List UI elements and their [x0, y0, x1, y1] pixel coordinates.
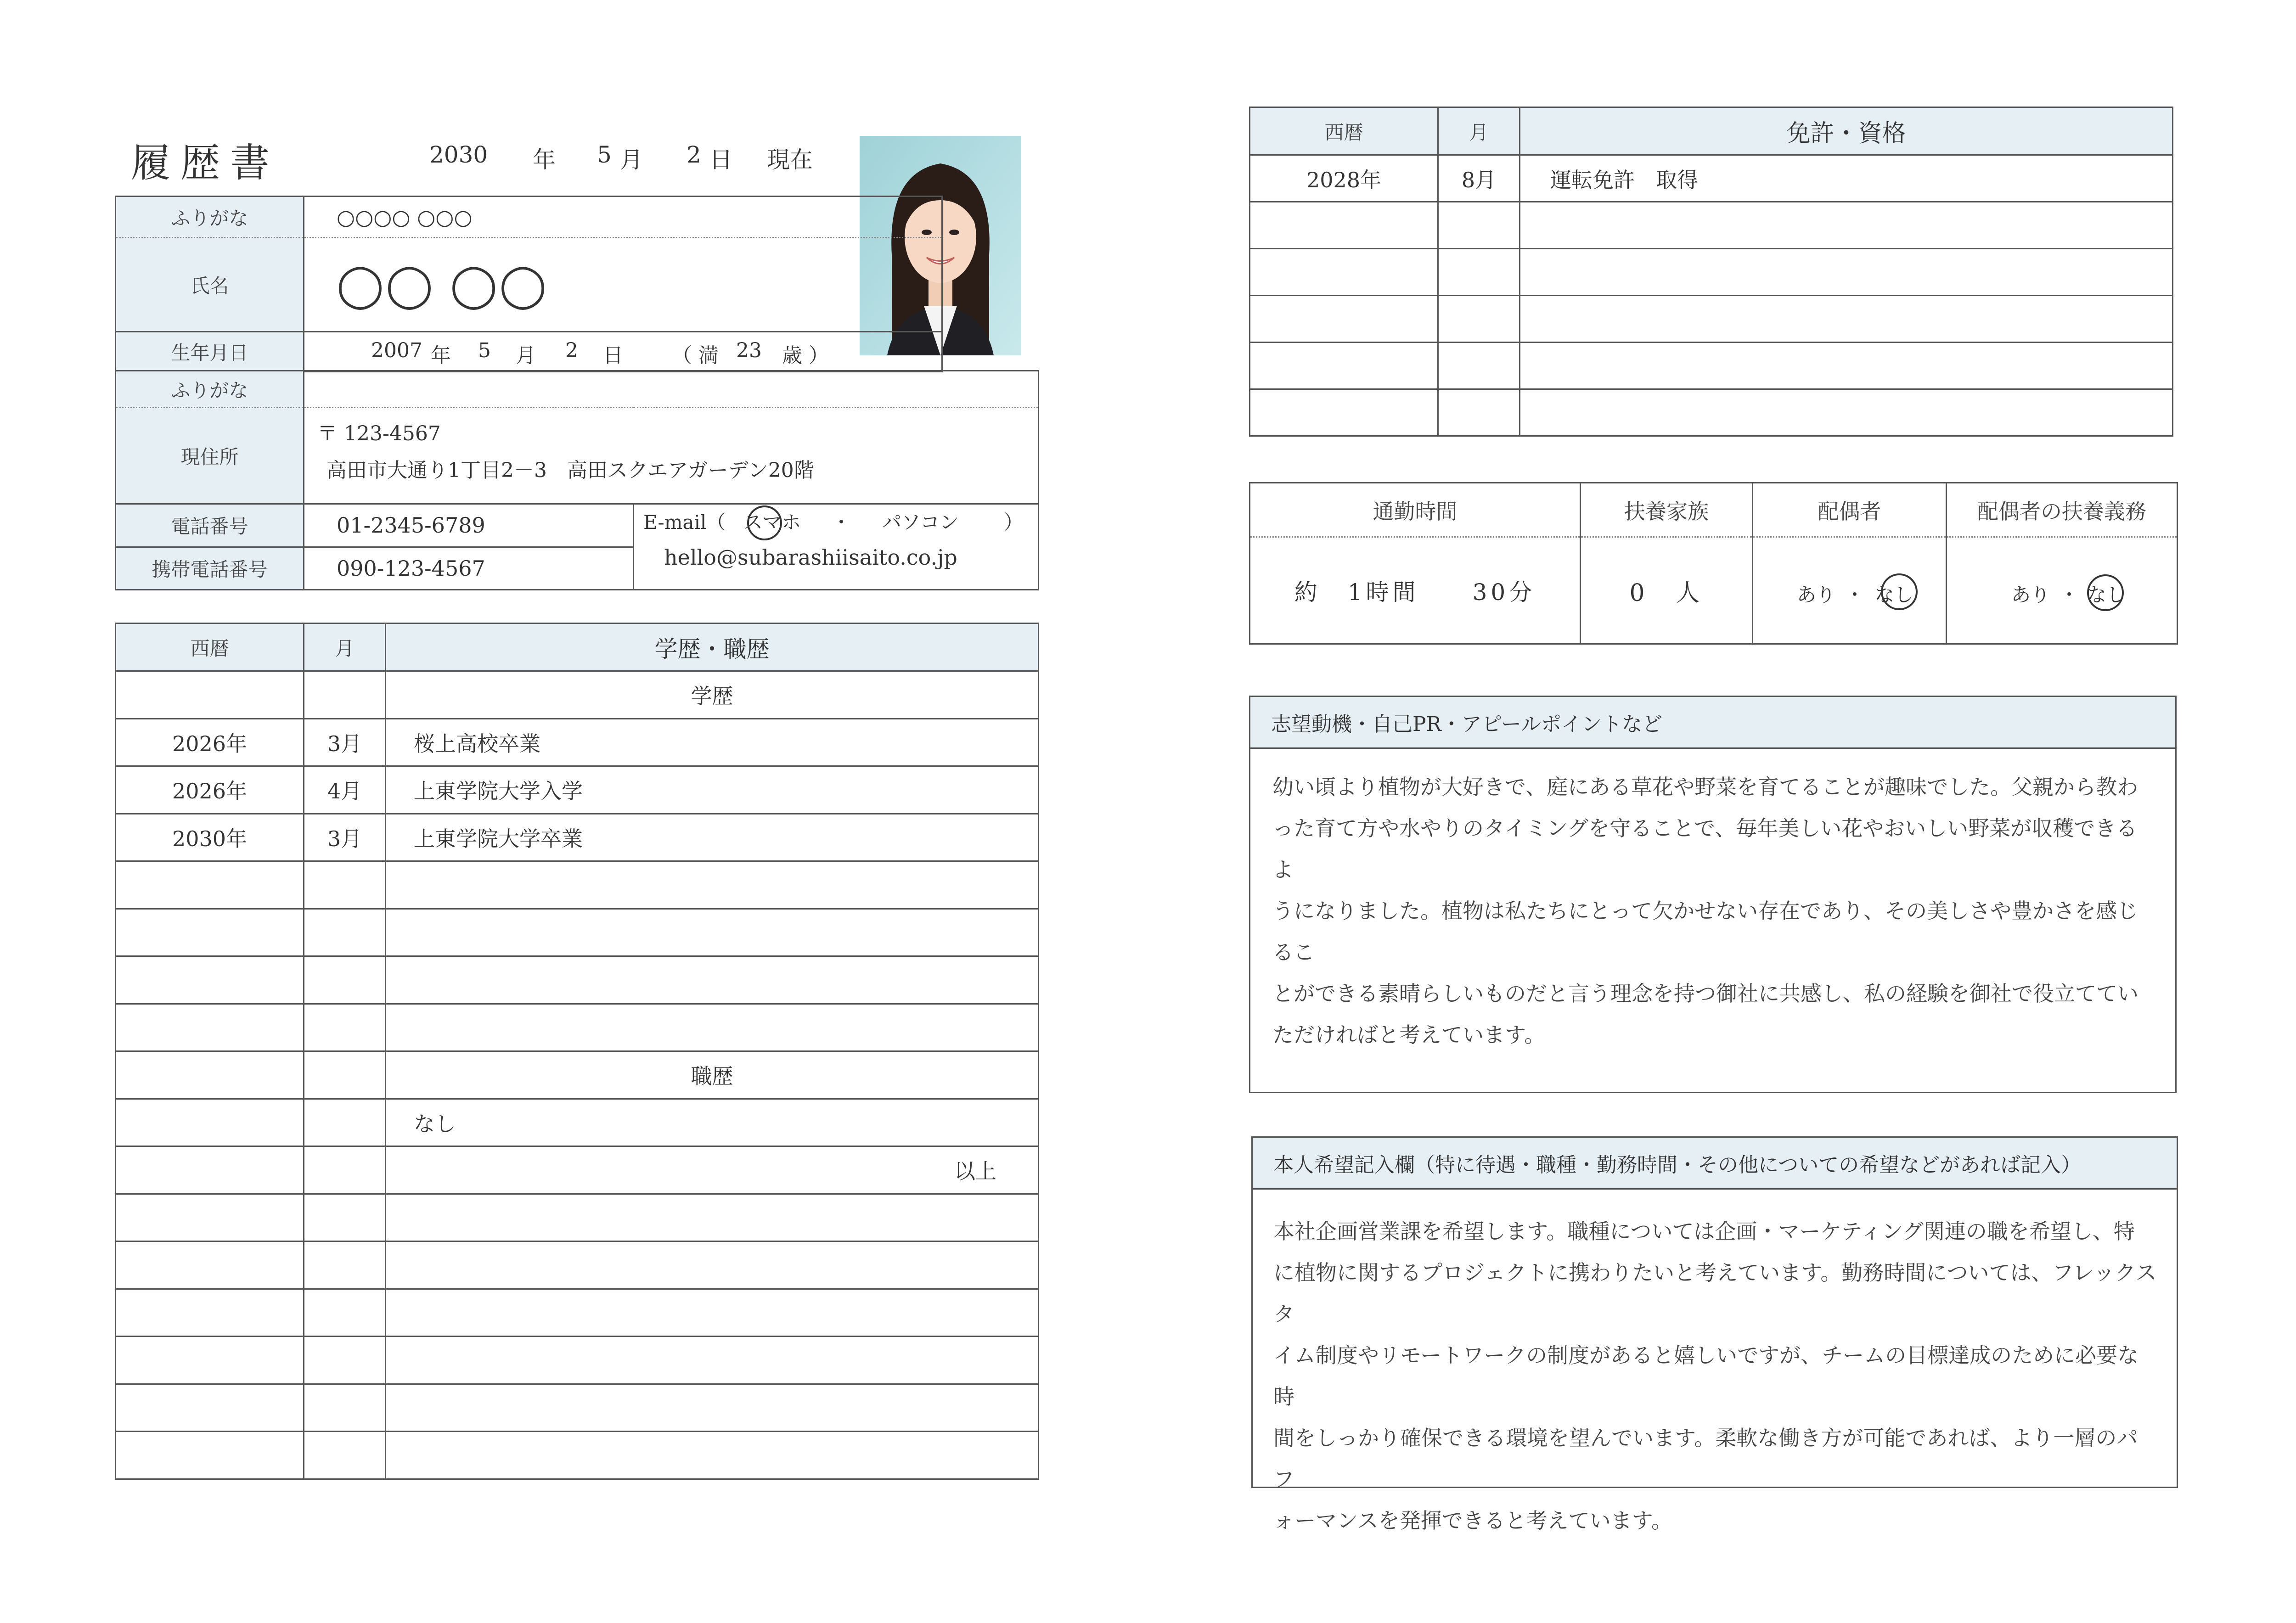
postal-code: 〒 123-4567 [317, 422, 441, 445]
history-row [116, 1146, 1039, 1194]
selected-circle-mark [747, 505, 782, 540]
phone-label: 電話番号 [116, 504, 304, 547]
address-table [115, 370, 1039, 590]
address-furigana-field[interactable] [304, 371, 1039, 408]
history-row [116, 1241, 1039, 1289]
history-month-cell[interactable] [304, 1289, 386, 1337]
history-row [116, 1194, 1039, 1241]
date-day: 2 [687, 141, 701, 168]
motivation-box [1249, 696, 2177, 1093]
license-month-cell[interactable] [1438, 343, 1520, 389]
license-row [1250, 202, 2173, 249]
wishes-box [1251, 1136, 2178, 1533]
history-year-cell[interactable] [116, 1432, 304, 1479]
motivation-text[interactable] [1250, 749, 2175, 1056]
history-year-cell[interactable] [116, 671, 304, 719]
mobile-field[interactable]: 090-123-4567 [304, 547, 634, 590]
license-year-cell[interactable] [1250, 389, 1438, 436]
history-row [116, 671, 1039, 719]
birth-month-unit: 月 [516, 344, 536, 367]
age-open: （ 満 [672, 344, 719, 367]
history-year-cell[interactable]: 2030年 [116, 814, 304, 861]
spouse-support-field [1947, 537, 2178, 644]
license-row [1250, 343, 2173, 389]
commute-field[interactable]: 約 1時間 30分 [1250, 537, 1581, 644]
license-detail-cell[interactable] [1520, 296, 2173, 343]
history-year-cell[interactable] [116, 1194, 304, 1241]
history-detail-cell[interactable] [386, 1241, 1039, 1289]
date-suffix: 現在 [767, 146, 813, 173]
wishes-line: 間をしっかり確保できる環境を望んでいます。柔軟な働き方が可能であれば、より一層のパフ [1273, 1426, 2138, 1492]
history-detail-cell[interactable] [386, 1289, 1039, 1337]
history-month-cell[interactable] [304, 1099, 386, 1146]
history-detail-cell[interactable] [386, 1432, 1039, 1479]
spouse-separator: ・ [1845, 584, 1865, 606]
history-row [116, 1051, 1039, 1099]
support-no[interactable]: なし [2087, 584, 2126, 606]
spouse-no[interactable]: なし [1875, 584, 1914, 606]
history-detail-cell[interactable] [386, 909, 1039, 956]
email-close: ） [1004, 511, 1024, 534]
history-year-cell[interactable] [116, 1051, 304, 1099]
license-year-cell[interactable] [1250, 296, 1438, 343]
history-month-cell[interactable] [304, 956, 386, 1004]
history-table [115, 623, 1039, 1480]
address-furigana-label: ふりがな [116, 371, 304, 408]
history-row [116, 1289, 1039, 1337]
motivation-line: 幼い頃より植物が大好きで、庭にある草花や野菜を育てることが趣味でした。父親から教わ [1272, 775, 2138, 799]
birth-day: 2 [565, 339, 578, 362]
birth-month: 5 [478, 339, 491, 362]
history-month-cell[interactable] [304, 671, 386, 719]
motivation-line: ただければと考えています。 [1272, 1022, 1546, 1047]
history-year-cell[interactable] [116, 1289, 304, 1337]
commute-table [1249, 482, 2178, 645]
phone-field[interactable]: 01-2345-6789 [304, 504, 634, 547]
history-detail-cell[interactable]: 桜上高校卒業 [386, 719, 1039, 766]
license-year-cell[interactable] [1250, 249, 1438, 296]
history-detail-cell[interactable]: 職歴 [386, 1051, 1039, 1099]
dependents-field[interactable]: 0 人 [1581, 537, 1753, 644]
history-month-cell[interactable]: 3月 [304, 719, 386, 766]
history-year-cell[interactable]: 2026年 [116, 719, 304, 766]
history-month-cell[interactable] [304, 1337, 386, 1384]
history-detail-cell[interactable]: 上東学院大学卒業 [386, 814, 1039, 861]
wishes-text[interactable] [1253, 1190, 2177, 1541]
history-month-cell[interactable] [304, 1384, 386, 1432]
history-detail-cell[interactable] [386, 956, 1039, 1004]
wishes-line: 本社企画営業課を希望します。職種については企画・マーケティング関連の職を希望し、特 [1273, 1219, 2135, 1244]
history-row [116, 1432, 1039, 1479]
license-col-detail: 免許・資格 [1520, 107, 2173, 155]
history-year-cell[interactable] [116, 909, 304, 956]
email-cell [634, 504, 1039, 590]
history-detail-cell[interactable]: 以上 [386, 1146, 1039, 1194]
history-col-month: 月 [304, 623, 386, 671]
date-day-unit: 日 [709, 146, 732, 173]
history-detail-cell[interactable] [386, 1194, 1039, 1241]
history-col-detail: 学歴・職歴 [386, 623, 1039, 671]
birth-year-unit: 年 [431, 344, 451, 367]
selected-circle-mark [2087, 574, 2124, 611]
history-row [116, 719, 1039, 766]
motivation-line: った育て方や水やりのタイミングを守ることで、毎年美しい花やおいしい野菜が収穫できるよ [1272, 816, 2138, 882]
license-row [1250, 155, 2173, 202]
license-month-cell[interactable] [1438, 202, 1520, 249]
history-month-cell[interactable] [304, 1241, 386, 1289]
license-year-cell[interactable] [1250, 343, 1438, 389]
support-yes[interactable]: あり [2011, 584, 2050, 606]
email-option-separator: ・ [832, 511, 851, 534]
address-line: 高田市大通り1丁目2－3 高田スクエアガーデン20階 [326, 459, 814, 482]
license-col-month: 月 [1438, 107, 1520, 155]
name-label: 氏名 [116, 238, 304, 332]
furigana-field[interactable]: ○○○○ ○○○ [304, 197, 942, 238]
history-row [116, 861, 1039, 909]
history-month-cell[interactable]: 3月 [304, 814, 386, 861]
history-year-cell[interactable] [116, 1337, 304, 1384]
birth-year: 2007 [371, 339, 422, 362]
history-row [116, 1099, 1039, 1146]
history-year-cell[interactable] [116, 1384, 304, 1432]
history-detail-cell[interactable] [386, 1004, 1039, 1051]
personal-info-table [115, 196, 943, 372]
mobile-label: 携帯電話番号 [116, 547, 304, 590]
support-separator: ・ [2060, 584, 2079, 606]
wishes-line: イム制度やリモートワークの制度があると嬉しいですが、チームの目標達成のために必要な時 [1273, 1343, 2139, 1409]
history-detail-cell[interactable]: 上東学院大学入学 [386, 766, 1039, 814]
history-row [116, 766, 1039, 814]
history-month-cell[interactable] [304, 1051, 386, 1099]
history-row [116, 1004, 1039, 1051]
license-month-cell[interactable] [1438, 296, 1520, 343]
history-year-cell[interactable] [116, 861, 304, 909]
name-field[interactable]: ◯◯ ◯◯ [304, 238, 942, 332]
birthdate-field[interactable] [304, 332, 942, 372]
license-month-cell[interactable]: 8月 [1438, 155, 1520, 202]
license-detail-cell[interactable] [1520, 389, 2173, 436]
history-row [116, 1384, 1039, 1432]
email-address[interactable]: hello@subarashiisaito.co.jp [664, 545, 957, 570]
date-month: 5 [597, 141, 612, 168]
license-detail-cell[interactable] [1520, 249, 2173, 296]
history-detail-cell[interactable]: 学歴 [386, 671, 1039, 719]
license-detail-cell[interactable]: 運転免許 取得 [1520, 155, 2173, 202]
dependents-label: 扶養家族 [1581, 483, 1753, 537]
history-month-cell[interactable] [304, 1146, 386, 1194]
wishes-title: 本人希望記入欄（特に待遇・職種・勤務時間・その他についての希望などがあれば記入） [1253, 1138, 2177, 1190]
spouse-yes[interactable]: あり [1797, 584, 1836, 606]
motivation-title: 志望動機・自己PR・アピールポイントなど [1250, 697, 2175, 749]
license-col-year: 西暦 [1250, 107, 1438, 155]
history-month-cell[interactable] [304, 1432, 386, 1479]
history-row [116, 814, 1039, 861]
history-row [116, 909, 1039, 956]
history-row [116, 956, 1039, 1004]
date-month-unit: 月 [620, 146, 643, 173]
wishes-line: に植物に関するプロジェクトに携わりたいと考えています。勤務時間については、フレックスタ [1273, 1260, 2157, 1326]
address-label: 現住所 [116, 408, 304, 504]
license-detail-cell[interactable] [1520, 343, 2173, 389]
license-detail-cell[interactable] [1520, 202, 2173, 249]
license-row [1250, 389, 2173, 436]
motivation-line: とができる素晴らしいものだと言う理念を持つ御社に共感し、私の経験を御社で役立ててい [1272, 981, 2138, 1006]
history-detail-cell[interactable] [386, 1337, 1039, 1384]
email-option-pc[interactable]: パソコン [882, 511, 959, 534]
age-close: 歳 ） [782, 344, 829, 367]
page-title: 履歴書 [131, 140, 280, 186]
license-row [1250, 249, 2173, 296]
furigana-label: ふりがな [116, 197, 304, 238]
date-year-unit: 年 [533, 146, 556, 173]
birth-day-unit: 日 [603, 344, 623, 367]
age-value: 23 [736, 339, 762, 362]
license-row [1250, 296, 2173, 343]
spouse-support-label: 配偶者の扶養義務 [1947, 483, 2178, 537]
selected-circle-mark [1881, 573, 1918, 610]
history-year-cell[interactable] [116, 1241, 304, 1289]
history-detail-cell[interactable]: なし [386, 1099, 1039, 1146]
spouse-label: 配偶者 [1753, 483, 1947, 537]
history-year-cell[interactable] [116, 1004, 304, 1051]
license-table [1249, 107, 2173, 437]
history-month-cell[interactable] [304, 1004, 386, 1051]
history-year-cell[interactable] [116, 1099, 304, 1146]
date-year: 2030 [429, 141, 488, 168]
wishes-line: ォーマンスを発揮できると考えています。 [1273, 1508, 1672, 1533]
commute-label: 通勤時間 [1250, 483, 1581, 537]
history-month-cell[interactable]: 4月 [304, 766, 386, 814]
history-col-year: 西暦 [116, 623, 304, 671]
history-detail-cell[interactable] [386, 861, 1039, 909]
history-year-cell[interactable] [116, 956, 304, 1004]
license-year-cell[interactable]: 2028年 [1250, 155, 1438, 202]
license-month-cell[interactable] [1438, 249, 1520, 296]
address-field[interactable] [304, 408, 1039, 504]
history-detail-cell[interactable] [386, 1384, 1039, 1432]
email-label: E-mail（ [643, 511, 726, 534]
license-year-cell[interactable] [1250, 202, 1438, 249]
history-year-cell[interactable]: 2026年 [116, 766, 304, 814]
history-row [116, 1337, 1039, 1384]
spouse-field [1753, 537, 1947, 644]
license-month-cell[interactable] [1438, 389, 1520, 436]
history-month-cell[interactable] [304, 909, 386, 956]
email-option-phone[interactable]: スマホ [743, 511, 801, 534]
history-year-cell[interactable] [116, 1146, 304, 1194]
motivation-line: うになりました。植物は私たちにとって欠かせない存在であり、その美しさや豊かさを感じるこ [1272, 899, 2138, 965]
document-date [429, 141, 833, 174]
history-month-cell[interactable] [304, 861, 386, 909]
history-month-cell[interactable] [304, 1194, 386, 1241]
birthdate-label: 生年月日 [116, 332, 304, 372]
